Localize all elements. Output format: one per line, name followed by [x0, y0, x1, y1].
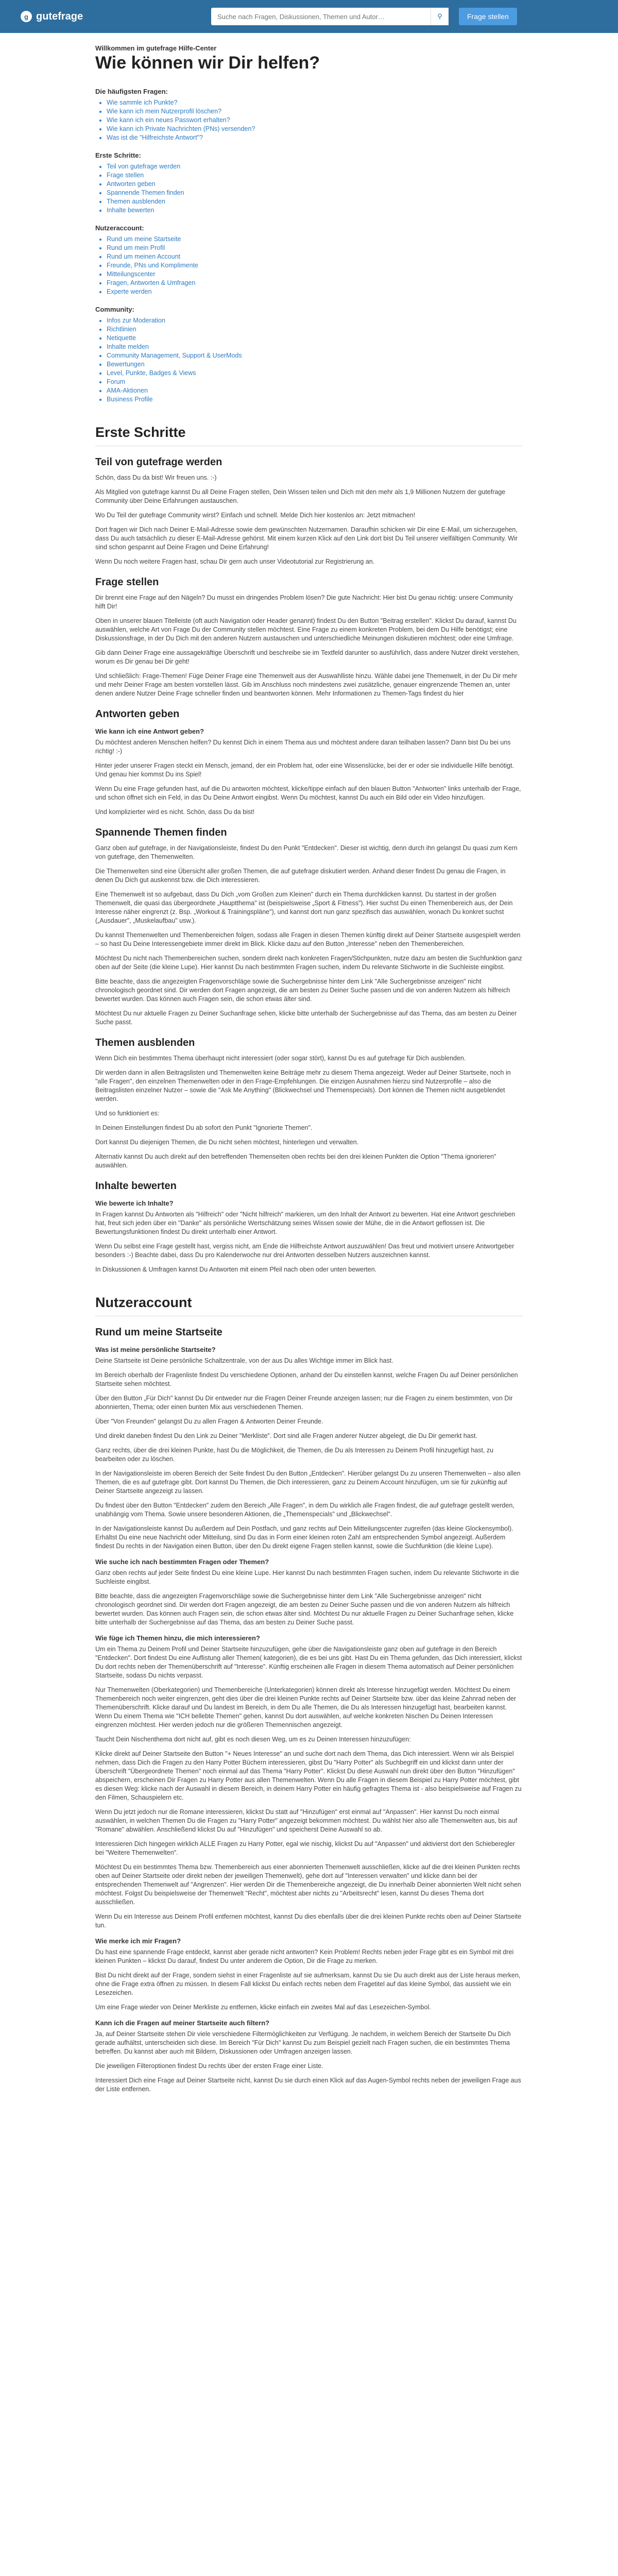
paragraph: Du möchtest anderen Menschen helfen? Du kennst Dich in einem Thema aus und möchtest andere daran teilhaben lassen? Dann bist Du bei uns richtig! :-)	[95, 739, 511, 755]
paragraph: Und direkt daneben findest Du den Link zu Deiner "Merkliste". Dort sind alle Fragen anderer Nutzer abgelegt, die Du Dir gemerkt hast.	[95, 1432, 477, 1439]
paragraph: In Diskussionen & Umfragen kannst Du Antworten mit einem Pfeil nach oben oder unten bewerten.	[95, 1266, 377, 1273]
faq-question: Wie suche ich nach bestimmten Fragen oder Themen?	[95, 1558, 269, 1566]
subsection-title: Frage stellen	[95, 577, 159, 588]
help-link[interactable]: • Rund um meinen Account	[107, 252, 523, 261]
welcome-text: Willkommen im gutefrage Hilfe-Center	[95, 44, 217, 52]
paragraph: Wenn Dich ein bestimmtes Thema überhaupt nicht interessiert (oder sogar stört), kannst Du es auf gutefrage für Dich ausblenden.	[95, 1055, 466, 1062]
help-link[interactable]: • Rund um mein Profil	[107, 244, 523, 252]
paragraph: Um eine Frage wieder von Deiner Merkliste zu entfernen, klicke einfach ein zweites Mal auf das Lesezeichen-Symbol.	[95, 2004, 431, 2011]
help-link[interactable]: • Teil von gutefrage werden	[107, 162, 523, 171]
help-link[interactable]: • Frage stellen	[107, 171, 523, 180]
paragraph: Bitte beachte, dass die angezeigten Fragenvorschläge sowie die Suchergebnisse hinter dem Link "Alle Suchergebnisse anzeigen" nicht chronologisch geordnet sind. Dir werden dort Fragen angezeigt, die am besten zu Deiner Suche passen und die von anderen Nutzern als hilfreich bewertet wurden. Das können auch Fragen sein, die schon etwas älter sind. Möchtest Du nur aktuelle Fragen zu Deiner Suchanfrage sehen, klicke bitte unterhalb der Suchergebnisse auf das Thema, das am besten zu Deiner Suche passt.	[95, 1592, 514, 1626]
help-link[interactable]: • Wie kann ich mein Nutzerprofil löschen?	[107, 107, 523, 116]
subsection-title: Rund um meine Startseite	[95, 1327, 222, 1338]
faq-question: Was ist meine persönliche Startseite?	[95, 1346, 216, 1353]
paragraph: Du findest über den Button "Entdecken" zudem den Bereich „Alle Fragen", in dem Du wirklich alle Fragen findest, die auf gutefrage gestellt werden, unabhängig vom Thema. Sowie unsere besonderen Aktionen, die „Themenspecials" und „Blickwechsel".	[95, 1502, 514, 1518]
paragraph: Bitte beachte, dass die angezeigten Fragenvorschläge sowie die Suchergebnisse hinter dem Link "Alle Suchergebnisse anzeigen" nicht chronologisch geordnet sind. Dir werden dort Fragen angezeigt, die am besten zu Deiner Suche passen und die von anderen Nutzern als hilfreich bewertet wurden. Das können auch Fragen sein, die schon etwas älter sind.	[95, 978, 510, 1003]
logo[interactable]	[21, 11, 144, 23]
paragraph: Als Mitglied von gutefrage kannst Du all Deine Fragen stellen, Dein Wissen teilen und Dich mit den mehr als 1,9 Millionen Nutzern der gutefrage Community über Deine Erfahrungen austauschen.	[95, 488, 506, 504]
link-list	[95, 98, 523, 142]
help-link[interactable]: • Freunde, PNs und Komplimente	[107, 261, 523, 270]
link-list	[95, 162, 523, 215]
help-link[interactable]: • Infos zur Moderation	[107, 316, 523, 325]
subsection-title: Inhalte bewerten	[95, 1180, 177, 1192]
paragraph: Interessieren Dich hingegen wirklich ALLE Fragen zu Harry Potter, egal wie nischig, klickst Du auf "Anpassen" und aktivierst dort den Schieberegler bei "Weitere Themenwelten".	[95, 1840, 515, 1856]
paragraph: Alternativ kannst Du auch direkt auf den betreffenden Themenseiten oben rechts bei den drei kleinen Punkten die Option "Thema ignorieren" auswählen.	[95, 1153, 496, 1169]
link-group-heading: Erste Schritte:	[95, 151, 141, 159]
paragraph: Klicke direkt auf Deiner Startseite den Button "+ Neues Interesse" an und suche dort nach dem Thema, das Dich interessiert. Wenn wir als Beispiel nehmen, dass Dich die Fragen zu den Harry Potter Büchern interessieren, gibst Du "Harry Potter" als Suchbegriff ein und klickst dann unter der Überschrift "Übergeordnete Themen" noch einmal auf das Thema "Harry Potter". Klickst Du diese Auswahl nun direkt über den Button "Hinzufügen" abspeichern, erscheinen Dir Fragen zu Harry Potter aus allen Themenwelten. Wenn Du alle Fragen in diesem Beispiel zu Harry Potter möchtest, gibt es diesen Weg: klicke nach der Auswahl in diesem Bereich, in deinem Harry Potter ein häufig gefragtes Thema ist - also beispielsweise auf Fragen zu den Filmen, Schauspielern etc.	[95, 1750, 522, 1801]
paragraph: Die Themenwelten sind eine Übersicht aller großen Themen, die auf gutefrage diskutiert werden. Anhand dieser findest Du genau die Fragen, in denen Du Dich gut auskennst bzw. die Dich interessieren.	[95, 868, 506, 884]
paragraph: Dort fragen wir Dich nach Deiner E-Mail-Adresse sowie dem gewünschten Nutzernamen. Daraufhin schicken wir Dir eine E-Mail, um sicherzugehen, dass Du auch tatsächlich zu dieser E-Mail-Adresse gehörst. Mit einem kurzen Klick auf den Link dort bist Du Teil unserer vielfältigen Community. Wir sind schon gespannt auf Deine Fragen und Deine Erfahrung!	[95, 526, 518, 551]
paragraph: Über den Button „Für Dich" kannst Du Dir entweder nur die Fragen Deiner Freunde anzeigen lassen; nur die Fragen zu einem bestimmten, von Dir abonnierten, Thema; oder einen bunten Mix aus verschiedenen Themen.	[95, 1395, 513, 1411]
paragraph: Wenn Du selbst eine Frage gestellt hast, vergiss nicht, am Ende die Hilfreichste Antwort auszuwählen! Das freut und motiviert unsere Antwortgeber besonders :-) Beachte dabei, dass Du pro Kalenderwoche nur drei Antworten desselben Nutzers auszeichnen kannst.	[95, 1243, 514, 1259]
help-link[interactable]: • Richtlinien	[107, 325, 523, 334]
section-title: Erste Schritte	[95, 425, 523, 446]
paragraph: Wenn Du ein Interesse aus Deinem Profil entfernen möchtest, kannst Du dies ebenfalls über die drei kleinen Punkte rechts oben auf Deiner Startseite tun.	[95, 1913, 522, 1929]
help-link[interactable]: • Inhalte bewerten	[107, 206, 523, 215]
faq-question: Kann ich die Fragen auf meiner Startseite auch filtern?	[95, 2019, 270, 2027]
help-link[interactable]: • Was ist die "Hilfreichste Antwort"?	[107, 133, 523, 142]
logo-text: gutefrage	[36, 10, 83, 22]
help-link[interactable]: • Business Profile	[107, 395, 523, 404]
subsection-title: Antworten geben	[95, 708, 180, 720]
paragraph: Und komplizierter wird es nicht. Schön, dass Du da bist!	[95, 808, 255, 816]
paragraph: Ja, auf Deiner Startseite stehen Dir viele verschiedene Filtermöglichkeiten zur Verfügung. Je nachdem, in welchem Bereich der Startseite Du Dich gerade aufhältst, unterscheiden sich diese. Im Bereich "Für Dich" kannst Du zum Beispiel gezielt nach Fragen suchen, die ein bestimmtes Thema betreffen. Du kannst aber auch mit Bildern, Diskussionen oder Umfragen anzeigen lassen.	[95, 2030, 511, 2055]
faq-question: Wie merke ich mir Fragen?	[95, 1937, 181, 1945]
paragraph: Die jeweiligen Filteroptionen findest Du rechts über der ersten Frage einer Liste.	[95, 2062, 323, 2070]
paragraph: Um ein Thema zu Deinem Profil und Deiner Startseite hinzuzufügen, gehe über die Navigationsleiste ganz oben auf gutefrage in den Bereich "Entdecken". Dort findest Du eine Auflistung aller Themen( kategorien), die es bei uns gibt. Hast Du ein Thema gefunden, das Dich interessiert, klickst Du dort rechts neben der Themenüberschrift auf "Interesse". Künftig erscheinen alle Fragen in diesem Thema automatisch auf Deiner persönlichen Startseite, sodass Du nichts verpasst.	[95, 1646, 522, 1679]
paragraph: Interessiert Dich eine Frage auf Deiner Startseite nicht, kannst Du sie durch einen Klick auf das Augen-Symbol rechts neben der jeweiligen Frage aus der Liste entfernen.	[95, 2077, 521, 2093]
page-title: Wie können wir Dir helfen?	[95, 53, 320, 73]
help-link[interactable]: • Experte werden	[107, 287, 523, 296]
link-group-heading: Community:	[95, 306, 134, 313]
paragraph: Schön, dass Du da bist! Wir freuen uns. :-)	[95, 474, 217, 481]
paragraph: Deine Startseite ist Deine persönliche Schaltzentrale, von der aus Du alles Wichtige immer im Blick hast.	[95, 1357, 393, 1364]
paragraph: In Fragen kannst Du Antworten als "Hilfreich" oder "Nicht hilfreich" markieren, um den Inhalt der Antwort zu bewerten. Hat eine Antwort geschrieben hat, freut sich jeden über ein "Danke" als persönliche Wertschätzung seines Wissen sowie der Mühe, die in die Antwort geflossen ist. Die Bewertungsfunktionen findest Du direkt unterhalb einer Antwort.	[95, 1211, 516, 1235]
paragraph: In der Navigationsleiste kannst Du außerdem auf Dein Postfach, und ganz rechts auf Dein Mitteilungscenter zugreifen (das kleine Glockensymbol). Erhältst Du eine neue Nachricht oder Mitteilung, sind Du das in Form einer kleinen roten Zahl am entsprechenden Symbol angezeigt. Außerdem findest Du rechts in der Navigation einen Button, über den Du direkt eigene Fragen stellen kannst, sowie die Suchfunktion (die kleine Lupe).	[95, 1525, 513, 1550]
paragraph: Oben in unserer blauen Titelleiste (oft auch Navigation oder Header genannt) findest Du den Button "Beitrag erstellen". Klickst Du darauf, kannst Du auswählen, welche Art von Frage Du der Community stellen möchtest. Eine Frage zu einem konkreten Problem, bei dem Du Hilfe benötigst; eine Diskussionsfrage, in der Du Dich mit den anderen Nutzern austauschen und unterschiedliche Meinungen diskutieren möchtest; oder eine Umfrage.	[95, 617, 517, 642]
paragraph: Ganz oben rechts auf jeder Seite findest Du eine kleine Lupe. Hier kannst Du nach bestimmten Fragen suchen, indem Du relevante Stichworte in die Suchleiste eingibst.	[95, 1569, 519, 1585]
paragraph: Hinter jeder unserer Fragen steckt ein Mensch, jemand, der ein Problem hat, oder eine Wissenslücke, bei der er oder sie individuelle Hilfe benötigt. Und genau hier kommst Du ins Spiel!	[95, 762, 514, 778]
subsection-title: Teil von gutefrage werden	[95, 456, 222, 468]
help-link[interactable]: • Rund um meine Startseite	[107, 235, 523, 244]
help-link[interactable]: • Level, Punkte, Badges & Views	[107, 369, 523, 378]
paragraph: Bist Du nicht direkt auf der Frage, sondern siehst in einer Fragenliste auf sie aufmerksam, kannst Du sie Du auch direkt aus der Liste heraus merken, ohne die Frage extra öffnen zu müssen. In diesem Fall klickst Du einfach rechts neben dem Fragetitel auf das kleine Symbol, das aussieht wie ein Lesezeichen.	[95, 1972, 521, 1996]
subsection-title: Spannende Themen finden	[95, 827, 227, 838]
help-link[interactable]: • Wie kann ich ein neues Passwort erhalten?	[107, 116, 523, 125]
paragraph: Ganz rechts, über die drei kleinen Punkte, hast Du die Möglichkeit, die Themen, die Du als Interessen zu Deinem Profil hinzugefügt hast, zu bearbeiten oder zu löschen.	[95, 1447, 494, 1463]
paragraph: Und so funktioniert es:	[95, 1110, 160, 1117]
gutefrage-logo-icon: g	[21, 11, 32, 22]
help-link[interactable]: • Spannende Themen finden	[107, 189, 523, 197]
paragraph: Über "Von Freunden" gelangst Du zu allen Fragen & Antworten Deiner Freunde.	[95, 1418, 323, 1425]
faq-question: Wie füge ich Themen hinzu, die mich interessieren?	[95, 1634, 260, 1642]
help-link[interactable]: • Mitteilungscenter	[107, 270, 523, 279]
faq-question: Wie bewerte ich Inhalte?	[95, 1199, 174, 1207]
paragraph: Dort kannst Du diejenigen Themen, die Du nicht sehen möchtest, hinterlegen und verwalten.	[95, 1139, 359, 1146]
help-link[interactable]: • Netiquette	[107, 334, 523, 343]
help-link[interactable]: • Community Management, Support & UserMods	[107, 351, 523, 360]
paragraph: Wenn Du jetzt jedoch nur die Romane interessieren, klickst Du statt auf "Hinzufügen" erst einmal auf "Anpassen". Hier kannst Du noch einmal auswählen, in welchen Themen Du die Fragen zu "Harry Potter" angezeigt bekommen möchtest. Du wählst hier also alle Themenwelten aus, bis auf "Romane" abwählen. Anschließend klickst Du auf "Hinzufügen" und speicherst Deine Auswahl so ab.	[95, 1808, 518, 1833]
paragraph: Eine Themenwelt ist so aufgebaut, dass Du Dich „vom Großen zum Kleinen" durch ein Thema durchklicken kannst. Du startest in der großen Themenwelt, die quasi das übergeordnete „Hauptthema" ist (beispielsweise „Sport & Fitness"). Hier suchst Du einen Themenbereich aus, der Dein Interesse näher eingrenzt (z. Bsp. „Workout & Trainingspläne"), und kannst dort nun ganz spezifisch das auswählen, wonach Du konkret suchst („Ausdauer", „Muskelaufbau" usw.).	[95, 891, 513, 924]
help-link[interactable]: • Inhalte melden	[107, 343, 523, 351]
help-link[interactable]: • AMA-Aktionen	[107, 386, 523, 395]
paragraph: In der Navigationsleiste im oberen Bereich der Seite findest Du den Button „Entdecken". Hierüber gelangst Du zu unseren Themenwelten – also allen Themen, die es auf gutefrage gibt. Dort kannst Du Themen, die Dich interessieren, ganz zu Deinem Account hinzufügen, um sie für zukünftig auf Deiner Startseite angezeigt zu lassen.	[95, 1470, 521, 1495]
link-list	[95, 235, 523, 296]
paragraph: Möchtest Du nicht nach Themenbereichen suchen, sondern direkt nach konkreten Fragen/Stichpunkten, nutze dazu am besten die Suchfunktion ganz oben auf der Seite (die kleine Lupe). Hier kannst Du nach bestimmten Fragen suchen, indem Du relevante Stichworte in die Suchleiste eingibst.	[95, 955, 522, 971]
paragraph: Wenn Du noch weitere Fragen hast, schau Dir gern auch unser Videotutorial zur Registrierung an.	[95, 558, 375, 565]
paragraph: Du hast eine spannende Frage entdeckt, kannst aber gerade nicht antworten? Kein Problem! Rechts neben jeder Frage gibt es ein Symbol mit drei kleinen Punkten – klickst Du darauf, findest Du unter anderem die Option, Dir die Frage zu merken.	[95, 1948, 514, 1964]
paragraph: Möchtest Du nur aktuelle Fragen zu Deiner Suchanfrage sehen, klicke bitte unterhalb der Suchergebnisse auf das Thema, das am besten zu Deiner Suche passt.	[95, 1010, 517, 1026]
paragraph: Wenn Du eine Frage gefunden hast, auf die Du antworten möchtest, klicke/tippe einfach auf den blauen Button "Antworten" links unterhalb der Frage, und schon öffnet sich ein Feld, in das Du Deine Antwort eingibst. Wenn Du möchtest, kannst Du auch ein Bild oder ein Video hinzufügen.	[95, 785, 521, 801]
paragraph: Möchtest Du ein bestimmtes Thema bzw. Themenbereich aus einer abonnierten Themenwelt ausschließen, klicke auf die drei kleinen Punkten rechts oben auf Deiner Startseite oder direkt neben der jeweiligen Themenwelt), gehe dort auf "Interessen verwalten" und klicke dann bei der entsprechenden Themenwelt auf "Angrenzen". Hier werden Dir die Themenbereiche angezeigt, die Du innerhalb Deiner abonnierten Welt nicht sehen möchtest. Folgst Du beispielsweise der Themenwelt "Recht", möchtest aber nichts zu "Arbeitsrecht" lesen, kannst Du dieses Thema dort ausschließen.	[95, 1863, 521, 1906]
link-groups	[95, 88, 523, 404]
help-sections	[95, 425, 523, 2094]
help-link[interactable]: • Wie sammle ich Punkte?	[107, 98, 523, 107]
paragraph: Im Bereich oberhalb der Fragenliste findest Du verschiedene Optionen, anhand der Du einstellen kannst, welche Fragen Du auf Deiner persönlichen Startseite sehen möchtest.	[95, 1371, 518, 1387]
help-link[interactable]: • Wie kann ich Private Nachrichten (PNs) versenden?	[107, 125, 523, 133]
subsection-title: Themen ausblenden	[95, 1037, 195, 1048]
paragraph: Ganz oben auf gutefrage, in der Navigationsleiste, findest Du den Punkt "Entdecken". Dieser ist wichtig, denn durch ihn gelangst Du quasi zum Kern von gutefrage, den Themenwelten.	[95, 844, 518, 860]
help-link[interactable]: • Themen ausblenden	[107, 197, 523, 206]
link-group-heading: Nutzeraccount:	[95, 224, 144, 232]
link-group-heading: Die häufigsten Fragen:	[95, 88, 168, 95]
paragraph: Nur Themenwelten (Oberkategorien) und Themenbereiche (Unterkategorien) können direkt als Interesse hinzugefügt werden. Möchtest Du einem Themenbereich noch weiter eingrenzen, geht dies über die drei kleinen Punkte rechts auf Deiner Startseite bzw. über das kleine Zahnrad neben der Themenüberschrift. Klicke darauf und Du landest im Bereich, in dem Du alle Themen, die Du als Interessen hinzugefügt hast, bearbeiten kannst. Wenn Du einem Thema wie "ICH bellebte Themen" gehen, kannst Du dort auswählen, auf welche konkreten Nischen Du Deinen Interessen eingrenzen möchtest. Hier werden jedoch nur die größeren Themennischen angezeigt.	[95, 1686, 517, 1728]
paragraph: Dir brennt eine Frage auf den Nägeln? Du musst ein dringendes Problem lösen? Die gute Nachricht: Hier bist Du genau richtig: unsere Community hilft Dir!	[95, 594, 513, 610]
link-list	[95, 316, 523, 404]
faq-question: Wie kann ich eine Antwort geben?	[95, 727, 204, 735]
paragraph: Taucht Dein Nischenthema dort nicht auf, gibt es noch diesen Weg, um es zu Deinen Interessen hinzuzufügen:	[95, 1736, 411, 1743]
top-navigation-bar	[0, 0, 618, 33]
help-link[interactable]: • Bewertungen	[107, 360, 523, 369]
section-title: Nutzeraccount	[95, 1295, 523, 1316]
paragraph: Wo Du Teil der gutefrage Community wirst? Einfach und schnell. Melde Dich hier kostenlos an: Jetzt mitmachen!	[95, 512, 416, 519]
paragraph: Du kannst Themenwelten und Themenbereichen folgen, sodass alle Fragen in diesen Themen künftig direkt auf Deiner Startseite ausgespielt werden – so hast Du Deine Interessengebiete immer direkt im Blick. Klicke dazu auf den Button „Interesse" neben den Themenbereichen.	[95, 931, 521, 947]
paragraph: Dir werden dann in allen Beitragslisten und Themenwelten keine Beiträge mehr zu diesem Thema angezeigt. Weder auf Deiner Startseite, noch in "alle Fragen", den einzelnen Themenwelten oder in den Frage-Empfehlungen. Die einzigen Ausnahmen hierzu sind Nutzerprofile – also die Beitragslisten einzelner Nutzer – sowie die "Ask Me Anything" (Blickwechsel und Themenspecials). Dort können die Themen nicht ausgeblendet werden.	[95, 1069, 511, 1103]
help-center-content	[95, 33, 523, 2094]
help-link[interactable]: • Fragen, Antworten & Umfragen	[107, 279, 523, 287]
ask-question-button[interactable]: Frage stellen	[459, 8, 517, 25]
paragraph: Gib dann Deiner Frage eine aussagekräftige Überschrift und beschreibe sie im Textfeld darunter so ausführlich, dass andere Nutzer direkt verstehen, worum es Dir genau bei Dir geht!	[95, 649, 520, 665]
paragraph: Und schließlich: Frage-Themen! Füge Deiner Frage eine Themenwelt aus der Auswahlliste hinzu. Wähle dabei jene Themenwelt, in der Du Dir mehr und mehr Deiner Frage am besten vorstellen lässt. Gib im Anschluss noch mindestens zwei zusätzliche, genauer eingrenzende Themen an, unter denen andere Nutzer Deine Frage schneller finden und beantworten können. Mehr Informationen zu Themen-Tags findest du hier	[95, 672, 518, 697]
paragraph: In Deinen Einstellungen findest Du ab sofort den Punkt "Ignorierte Themen".	[95, 1124, 313, 1131]
help-link[interactable]: • Forum	[107, 378, 523, 386]
search-icon[interactable]: ⚲	[431, 8, 449, 25]
search-input[interactable]	[211, 8, 448, 25]
help-link[interactable]: • Antworten geben	[107, 180, 523, 189]
